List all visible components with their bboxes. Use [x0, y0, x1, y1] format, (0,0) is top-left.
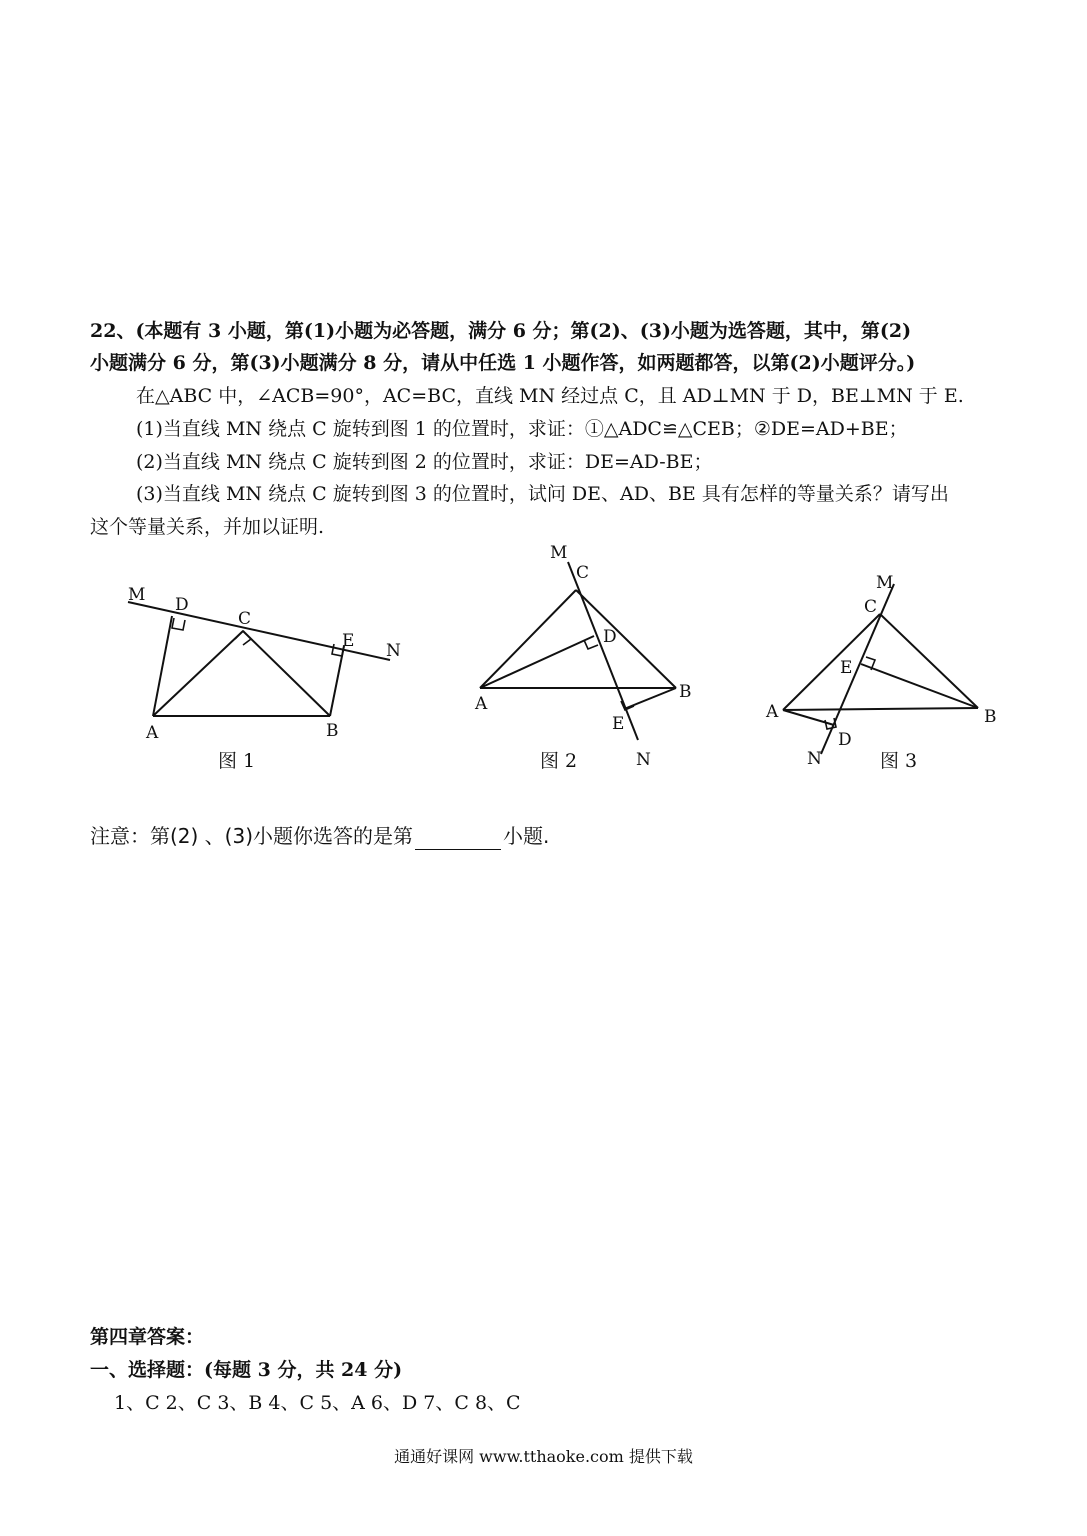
- fig2-label-e: E: [612, 714, 625, 734]
- answers-section-title: 一、选择题：(每题 3 分，共 24 分): [90, 1359, 403, 1381]
- figure-3: [765, 573, 997, 772]
- fig1-label-b: B: [326, 721, 339, 741]
- question-premise: 在△ABC 中，∠ACB=90°，AC=BC，直线 MN 经过点 C，且 AD⊥MN 于 D，BE⊥MN 于 E.: [136, 385, 964, 407]
- fig2-caption: 图 2: [540, 750, 578, 772]
- page-footer: 通通好课网 www.tthaoke.com 提供下载: [394, 1447, 693, 1466]
- question-part-3-line-1: (3)当直线 MN 绕点 C 旋转到图 3 的位置时，试问 DE、AD、BE 具有怎样的等量关系？请写出: [136, 483, 949, 505]
- fig1-label-a: A: [146, 723, 159, 743]
- fig2-segment-ac: [480, 590, 576, 688]
- fig1-caption: 图 1: [218, 750, 256, 772]
- fig2-label-m: M: [550, 543, 568, 563]
- fig2-label-c: C: [576, 563, 590, 583]
- fig3-label-b: B: [984, 707, 997, 727]
- fig3-segment-ac: [783, 614, 880, 710]
- question-header-line-2: 小题满分 6 分，第(3)小题满分 8 分，请从中任选 1 小题作答，如两题都答，以第(2)小题评分。): [90, 352, 916, 374]
- note-prefix: 注意：第(2) 、(3)小题你选答的是第: [90, 824, 414, 848]
- fig3-label-a: A: [766, 702, 779, 722]
- fig2-line-mn: [568, 562, 638, 740]
- fig1-label-n: N: [386, 641, 401, 661]
- fig2-label-n: N: [636, 750, 651, 770]
- answers-chapter-title: 第四章答案：: [90, 1326, 205, 1348]
- fig2-label-b: B: [679, 682, 692, 702]
- fig1-right-angle-c: [235, 631, 251, 645]
- fig2-label-d: D: [603, 627, 617, 647]
- fig3-label-e: E: [840, 658, 853, 678]
- question-part-3-line-2: 这个等量关系，并加以证明.: [90, 516, 325, 538]
- fig2-label-a: A: [475, 694, 488, 714]
- question-part-2: (2)当直线 MN 绕点 C 旋转到图 2 的位置时，求证：DE=AD-BE；: [136, 451, 713, 473]
- figure-2: [474, 543, 692, 772]
- fig3-caption: 图 3: [880, 750, 918, 772]
- fig1-label-c: C: [238, 609, 252, 629]
- fig1-label-d: D: [175, 595, 189, 615]
- fig3-label-d: D: [838, 730, 852, 750]
- fig3-label-m: M: [876, 573, 894, 593]
- fig2-right-angle-d: [584, 640, 598, 649]
- fig3-segment-cb: [880, 614, 978, 708]
- fig2-segment-cb: [576, 590, 676, 688]
- note-suffix: 小题.: [503, 824, 550, 848]
- fig1-label-m: M: [128, 585, 146, 605]
- answer-blank[interactable]: [415, 829, 501, 850]
- fig2-segment-be: [624, 688, 676, 709]
- fig1-right-angle-d: [172, 618, 185, 630]
- question-header-line-1: 22、(本题有 3 小题，第(1)小题为必答题，满分 6 分；第(2)、(3)小题为选答题，其中，第(2): [90, 320, 912, 342]
- figure-1: [128, 585, 401, 772]
- fig3-label-n: N: [807, 749, 822, 769]
- answers-choices: 1、C 2、C 3、B 4、C 5、A 6、D 7、C 8、C: [114, 1392, 521, 1414]
- fig3-label-c: C: [864, 597, 878, 617]
- question-part-1: (1)当直线 MN 绕点 C 旋转到图 1 的位置时，求证：①△ADC≌△CEB；②DE=AD+BE；: [136, 418, 908, 440]
- fig3-segment-ab: [783, 708, 978, 710]
- fig1-label-e: E: [342, 631, 355, 651]
- selection-note: [90, 822, 549, 850]
- figures: [0, 540, 1087, 800]
- fig3-segment-be: [861, 664, 978, 708]
- fig2-segment-ad: [480, 636, 594, 688]
